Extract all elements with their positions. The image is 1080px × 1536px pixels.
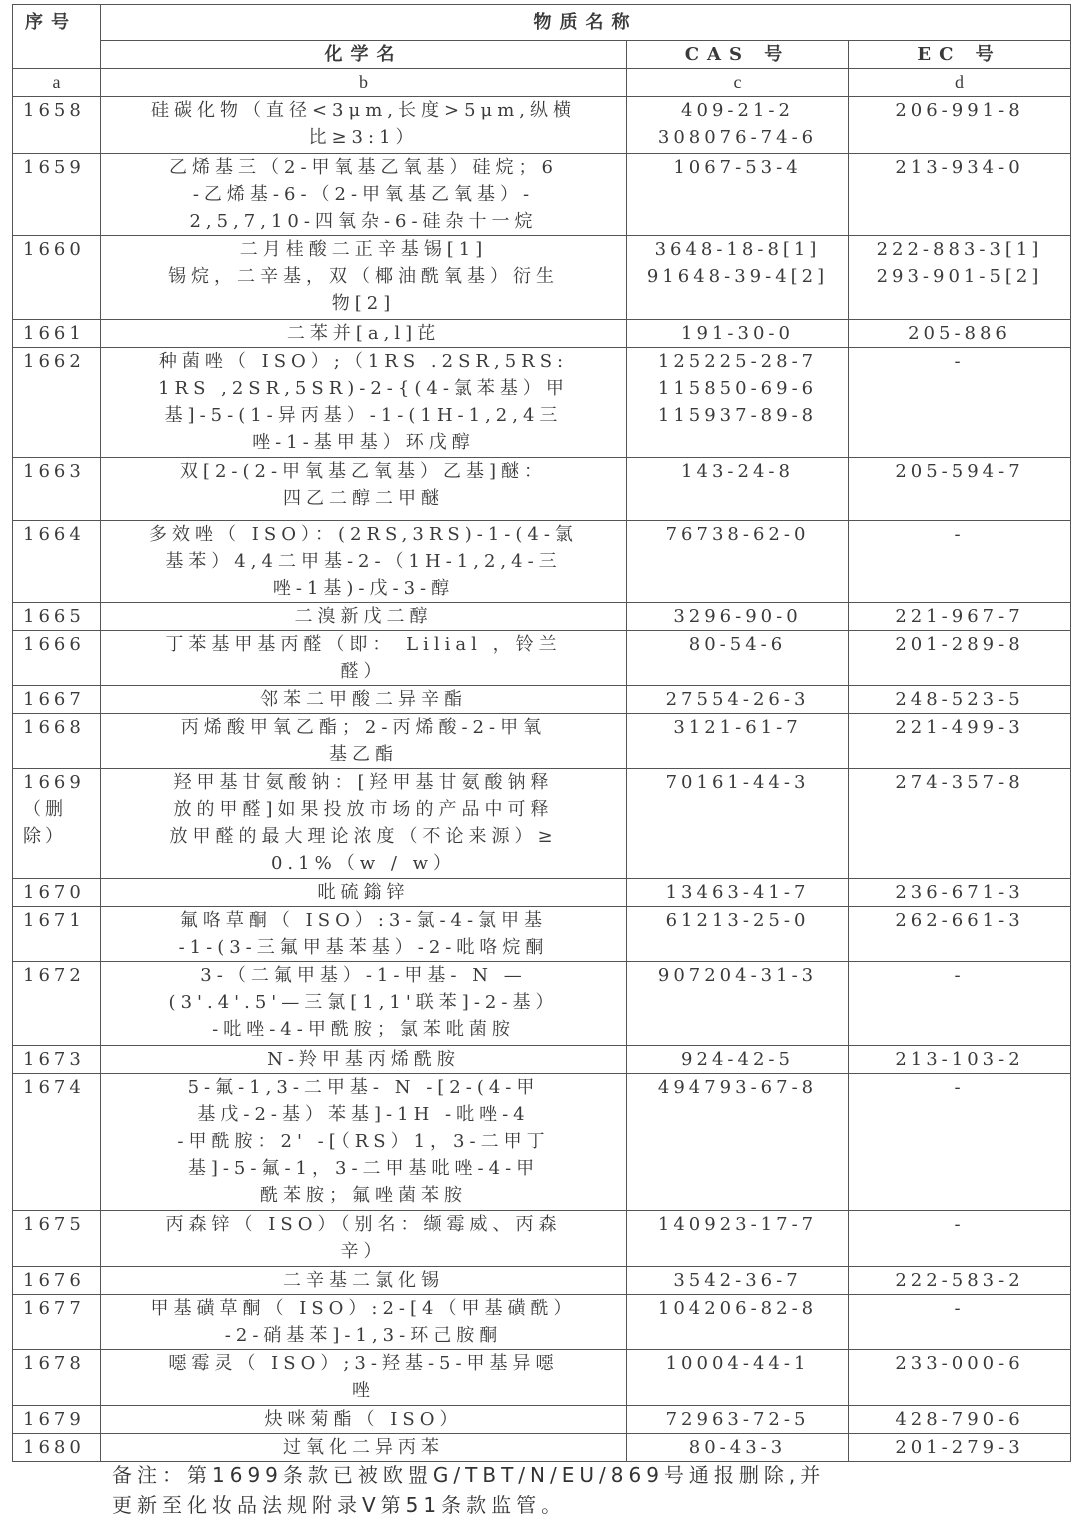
chemical-name-line: 二溴新戊二醇 xyxy=(294,606,433,627)
ec-number: - xyxy=(954,1077,965,1098)
table-row xyxy=(13,1406,1071,1434)
table-row xyxy=(13,962,1071,1046)
ec-number: 262-661-3 xyxy=(895,910,1024,931)
ec-number: 293-901-5[2] xyxy=(876,266,1043,287)
row-number xyxy=(13,714,101,769)
cas-number: 308076-74-6 xyxy=(657,127,818,148)
cas-number: 3121-61-7 xyxy=(673,717,802,738)
chemical-name-cell xyxy=(101,1350,627,1406)
chemical-name-cell xyxy=(101,348,627,458)
chemical-name-line: 基乙酯 xyxy=(329,744,398,765)
row-number xyxy=(13,962,101,1046)
row-number xyxy=(13,1211,101,1267)
table-row xyxy=(13,521,1071,603)
ec-number-cell xyxy=(849,631,1071,686)
table-row xyxy=(13,686,1071,714)
ec-number-cell xyxy=(849,879,1071,907)
table-row xyxy=(13,458,1071,521)
chemical-name-line: 2,5,7,10-四氧杂-6-硅杂十一烷 xyxy=(189,211,538,232)
chemical-name-line: -乙烯基-6-（2-甲氧基乙氧基）- xyxy=(192,184,535,205)
ec-number: 205-886 xyxy=(908,323,1011,344)
table-row xyxy=(13,236,1071,320)
cas-number: 494793-67-8 xyxy=(657,1077,818,1098)
chemical-name-line: 唑-1基)-戊-3-醇 xyxy=(272,578,455,599)
ec-number: 248-523-5 xyxy=(895,689,1024,710)
row-number-text: 1670 xyxy=(23,882,85,903)
row-number-text: 1676 xyxy=(23,1270,85,1291)
chemical-name-line: 5-氟-1,3-二甲基- N -[2-(4-甲 xyxy=(187,1077,540,1098)
ec-number: 222-583-2 xyxy=(895,1270,1024,1291)
row-number xyxy=(13,686,101,714)
chemical-name-cell xyxy=(101,320,627,348)
row-number xyxy=(13,458,101,521)
row-number xyxy=(13,907,101,962)
col-letter-b: b xyxy=(101,69,627,97)
chemical-name-line: 硅碳化物（直径<3μm,长度>5μm,纵横 xyxy=(150,100,577,121)
row-number xyxy=(13,1434,101,1462)
chemical-name-line: 基]-5-(1-异丙基）-1-(1H-1,2,4三 xyxy=(164,405,563,426)
ec-number-cell xyxy=(849,1295,1071,1350)
cas-number-cell xyxy=(627,1267,849,1295)
ec-number: 213-103-2 xyxy=(895,1049,1024,1070)
row-number-text: 1664 xyxy=(23,524,85,545)
row-number xyxy=(13,603,101,631)
row-number-text: 1658 xyxy=(23,100,85,121)
row-number-text: 1660 xyxy=(23,239,85,260)
ec-number: 201-279-3 xyxy=(895,1437,1024,1458)
table-row xyxy=(13,1295,1071,1350)
row-number-text: 1667 xyxy=(23,689,85,710)
remark-line-2: 更新至化妆品法规附录V第51条款监管。 xyxy=(112,1493,567,1517)
chemical-name-line: 唑-1-基甲基）环戊醇 xyxy=(252,432,475,453)
ec-number-cell xyxy=(849,962,1071,1046)
row-number-text: 1677 xyxy=(23,1298,85,1319)
cas-number: 72963-72-5 xyxy=(665,1409,810,1430)
col-letter-d: d xyxy=(849,69,1071,97)
chemical-name-line: 吡硫鎓锌 xyxy=(317,882,410,903)
col-letter-c: c xyxy=(627,69,849,97)
chemical-name-line: 基苯）4,4二甲基-2-（1H-1,2,4-三 xyxy=(165,551,562,572)
chemical-name-cell xyxy=(101,1406,627,1434)
ec-number: 221-967-7 xyxy=(895,606,1024,627)
cas-number: 115850-69-6 xyxy=(657,378,818,399)
chemical-name-line: 唑 xyxy=(352,1380,375,1401)
table-row xyxy=(13,154,1071,236)
cas-number-cell xyxy=(627,1350,849,1406)
ec-number-cell xyxy=(849,458,1071,521)
cas-number: 140923-17-7 xyxy=(657,1214,818,1235)
table-row xyxy=(13,348,1071,458)
chemical-name-line: 丙森锌（ ISO）（别名：缬霉威、丙森 xyxy=(165,1214,562,1235)
cas-number-cell xyxy=(627,320,849,348)
ec-number: - xyxy=(954,1214,965,1235)
ec-number-cell xyxy=(849,521,1071,603)
cas-number: 3296-90-0 xyxy=(673,606,802,627)
cas-number-cell xyxy=(627,236,849,320)
chemical-name-line: 锡烷，二辛基，双（椰油酰氧基）衍生 xyxy=(168,266,559,287)
cas-number: 76738-62-0 xyxy=(665,524,810,545)
table-row xyxy=(13,1434,1071,1462)
chemical-name-line: 0.1%（w / w） xyxy=(270,853,457,874)
cas-number-cell xyxy=(627,603,849,631)
ec-number-cell xyxy=(849,348,1071,458)
chemical-name-cell xyxy=(101,1211,627,1267)
table-row xyxy=(13,714,1071,769)
chemical-name-line: 二辛基二氯化锡 xyxy=(283,1270,444,1291)
chemical-name-line: 氟咯草酮（ ISO）:3-氯-4-氯甲基 xyxy=(179,910,548,931)
row-number-text: 1662 xyxy=(23,351,85,372)
ec-number: 222-883-3[1] xyxy=(876,239,1043,260)
cas-number: 10004-44-1 xyxy=(665,1353,810,1374)
chemical-name-line: 放的甲醛]如果投放市场的产品中可释 xyxy=(173,799,554,820)
col-letter-a: a xyxy=(13,69,101,97)
row-number xyxy=(13,97,101,154)
chemical-name-line: N-羚甲基丙烯酰胺 xyxy=(267,1049,460,1070)
chemical-name-cell xyxy=(101,521,627,603)
table-row xyxy=(13,631,1071,686)
header-seq: 序号 xyxy=(13,5,101,69)
cas-number-cell xyxy=(627,714,849,769)
cas-number-cell xyxy=(627,458,849,521)
row-number xyxy=(13,631,101,686)
table-body xyxy=(13,97,1071,1462)
ec-number-cell xyxy=(849,714,1071,769)
chemical-name-line: 物[2] xyxy=(331,293,396,314)
table-row xyxy=(13,1267,1071,1295)
chemical-name-cell xyxy=(101,1046,627,1074)
header-ec: EC 号 xyxy=(849,41,1071,69)
cas-number-cell xyxy=(627,521,849,603)
chemical-name-line: 辛） xyxy=(340,1241,387,1262)
chemical-name-line: 比≥3:1） xyxy=(308,127,419,148)
cas-number: 91648-39-4[2] xyxy=(646,266,829,287)
cas-number: 125225-28-7 xyxy=(657,351,818,372)
row-number xyxy=(13,769,101,879)
row-number xyxy=(13,1046,101,1074)
chemical-name-line: 四乙二醇二甲醚 xyxy=(283,488,444,509)
ec-number-cell xyxy=(849,769,1071,879)
chemical-name-line: 种菌唑（ ISO）;（1RS .2SR,5RS: xyxy=(158,351,569,372)
row-number-text: 1679 xyxy=(23,1409,85,1430)
chemical-name-line: 丙烯酸甲氧乙酯；2-丙烯酸-2-甲氧 xyxy=(180,717,547,738)
cas-number: 3542-36-7 xyxy=(673,1270,802,1291)
chemical-name-cell xyxy=(101,1434,627,1462)
table-row xyxy=(13,879,1071,907)
cas-number-cell xyxy=(627,1046,849,1074)
ec-number: - xyxy=(954,524,965,545)
chemical-name-line: 1RS ,2SR,5SR)-2-{(4-氯苯基）甲 xyxy=(158,378,569,399)
chemical-name-cell xyxy=(101,686,627,714)
remark-note xyxy=(112,1460,1012,1520)
ec-number-cell xyxy=(849,1074,1071,1211)
chemical-name-line: 放甲醛的最大理论浓度（不论来源）≥ xyxy=(169,826,558,847)
chemical-name-line: 炔咪菊酯（ ISO） xyxy=(264,1409,463,1430)
cas-number-cell xyxy=(627,1295,849,1350)
cas-number: 907204-31-3 xyxy=(657,965,818,986)
row-number-text: 1678 xyxy=(23,1353,85,1374)
header-chemical-name: 化学名 xyxy=(101,41,627,69)
cas-number: 61213-25-0 xyxy=(665,910,810,931)
cas-number-cell xyxy=(627,631,849,686)
ec-number: 233-000-6 xyxy=(895,1353,1024,1374)
ec-number-cell xyxy=(849,1267,1071,1295)
cas-number-cell xyxy=(627,97,849,154)
chemical-name-line: 乙烯基三（2-甲氧基乙氧基）硅烷；6 xyxy=(169,157,558,178)
cas-number-cell xyxy=(627,1074,849,1211)
cas-number: 924-42-5 xyxy=(681,1049,794,1070)
row-number xyxy=(13,1350,101,1406)
row-number-note: （删 xyxy=(23,799,67,820)
ec-number-cell xyxy=(849,154,1071,236)
table-row xyxy=(13,1350,1071,1406)
ec-number-cell xyxy=(849,686,1071,714)
ec-number-cell xyxy=(849,603,1071,631)
row-number xyxy=(13,879,101,907)
chemical-name-line: 3-（二氟甲基）-1-甲基- N — xyxy=(200,965,527,986)
row-number-text: 1673 xyxy=(23,1049,85,1070)
ec-number: - xyxy=(954,965,965,986)
chemical-name-cell xyxy=(101,769,627,879)
chemical-name-cell xyxy=(101,154,627,236)
ec-number: 201-289-8 xyxy=(895,634,1024,655)
cas-number: 1067-53-4 xyxy=(673,157,802,178)
cas-number: 191-30-0 xyxy=(681,323,794,344)
row-number-text: 1680 xyxy=(23,1437,85,1458)
ec-number-cell xyxy=(849,1350,1071,1406)
chemical-name-line: 多效唑（ ISO）：(2RS,3RS)-1-(4-氯 xyxy=(149,524,578,545)
cas-number-cell xyxy=(627,1211,849,1267)
ec-number-cell xyxy=(849,1211,1071,1267)
ec-number-cell xyxy=(849,1406,1071,1434)
cas-number: 13463-41-7 xyxy=(665,882,810,903)
cas-number: 3648-18-8[1] xyxy=(654,239,821,260)
chemical-name-line: 酰苯胺；氟唑菌苯胺 xyxy=(260,1185,467,1206)
cas-number-cell xyxy=(627,686,849,714)
ec-number: 221-499-3 xyxy=(895,717,1024,738)
cas-number: 115937-89-8 xyxy=(657,405,818,426)
document-page xyxy=(12,4,1070,1517)
chemical-name-cell xyxy=(101,236,627,320)
ec-number: 274-357-8 xyxy=(895,772,1024,793)
chemical-name-cell xyxy=(101,962,627,1046)
row-number xyxy=(13,1295,101,1350)
cas-number-cell xyxy=(627,907,849,962)
chemical-name-line: 甲基磺草酮（ ISO）:2-[4（甲基磺酰） xyxy=(150,1298,577,1319)
substance-table xyxy=(12,4,1071,1462)
cas-number: 409-21-2 xyxy=(681,100,794,121)
remark-line-1: 备注：第1699条款已被欧盟G/TBT/N/EU/869号通报删除,并 xyxy=(112,1463,826,1487)
table-row xyxy=(13,1211,1071,1267)
table-row xyxy=(13,769,1071,879)
chemical-name-cell xyxy=(101,1295,627,1350)
chemical-name-line: 双[2-(2-甲氧基乙氧基）乙基]醚： xyxy=(179,461,548,482)
chemical-name-line: -吡唑-4-甲酰胺；氯苯吡菌胺 xyxy=(212,1019,515,1040)
ec-number: - xyxy=(954,1298,965,1319)
chemical-name-cell xyxy=(101,603,627,631)
ec-number: 205-594-7 xyxy=(895,461,1024,482)
chemical-name-line: 噁霉灵（ ISO）;3-羟基-5-甲基异噁 xyxy=(168,1353,559,1374)
ec-number: - xyxy=(954,351,965,372)
chemical-name-cell xyxy=(101,97,627,154)
row-number-text: 1672 xyxy=(23,965,85,986)
cas-number: 70161-44-3 xyxy=(665,772,810,793)
row-number-text: 1668 xyxy=(23,717,85,738)
chemical-name-line: -1-(3-三氟甲基苯基）-2-吡咯烷酮 xyxy=(178,937,549,958)
cas-number-cell xyxy=(627,154,849,236)
ec-number: 206-991-8 xyxy=(895,100,1024,121)
cas-number-cell xyxy=(627,1406,849,1434)
cas-number: 104206-82-8 xyxy=(657,1298,818,1319)
ec-number-cell xyxy=(849,320,1071,348)
ec-number-cell xyxy=(849,907,1071,962)
ec-number-cell xyxy=(849,1046,1071,1074)
cas-number-cell xyxy=(627,769,849,879)
row-number-note: 除） xyxy=(23,826,67,847)
chemical-name-line: 基戊-2-基）苯基]-1H -吡唑-4 xyxy=(197,1104,530,1125)
ec-number-cell xyxy=(849,97,1071,154)
cas-number-cell xyxy=(627,879,849,907)
chemical-name-line: 醛） xyxy=(340,661,387,682)
row-number-text: 1674 xyxy=(23,1077,85,1098)
cas-number: 80-54-6 xyxy=(688,634,787,655)
cas-number-cell xyxy=(627,962,849,1046)
chemical-name-cell xyxy=(101,631,627,686)
chemical-name-line: 羟甲基甘氨酸钠：[羟甲基甘氨酸钠释 xyxy=(173,772,554,793)
chemical-name-cell xyxy=(101,879,627,907)
ec-number: 213-934-0 xyxy=(895,157,1024,178)
table-row xyxy=(13,320,1071,348)
chemical-name-cell xyxy=(101,1267,627,1295)
row-number-text: 1661 xyxy=(23,323,85,344)
row-number-text: 1663 xyxy=(23,461,85,482)
ec-number-cell xyxy=(849,1434,1071,1462)
chemical-name-cell xyxy=(101,458,627,521)
chemical-name-cell xyxy=(101,1074,627,1211)
chemical-name-line: -甲酰胺：2' -[（RS）1，3-二甲丁 xyxy=(177,1131,550,1152)
row-number xyxy=(13,1406,101,1434)
chemical-name-line: 基]-5-氟-1，3-二甲基吡唑-4-甲 xyxy=(187,1158,540,1179)
chemical-name-line: 二苯并[a,l]芘 xyxy=(286,323,441,344)
table-row xyxy=(13,1046,1071,1074)
row-number-text: 1665 xyxy=(23,606,85,627)
cas-number: 80-43-3 xyxy=(688,1437,787,1458)
chemical-name-line: 丁苯基甲基丙醛（即： Lilial ，铃兰 xyxy=(165,634,562,655)
row-number xyxy=(13,236,101,320)
chemical-name-cell xyxy=(101,907,627,962)
header-substance-name: 物质名称 xyxy=(101,5,1071,41)
table-row xyxy=(13,907,1071,962)
row-number xyxy=(13,348,101,458)
cas-number-cell xyxy=(627,1434,849,1462)
row-number-text: 1669 xyxy=(23,772,85,793)
chemical-name-line: -2-硝基苯]-1,3-环己胺酮 xyxy=(224,1325,503,1346)
row-number xyxy=(13,320,101,348)
row-number-text: 1675 xyxy=(23,1214,85,1235)
row-number xyxy=(13,521,101,603)
ec-number: 236-671-3 xyxy=(895,882,1024,903)
chemical-name-line: 过氧化二异丙苯 xyxy=(283,1437,444,1458)
row-number-text: 1671 xyxy=(23,910,85,931)
header-cas: CAS 号 xyxy=(627,41,849,69)
table-row xyxy=(13,97,1071,154)
row-number-text: 1659 xyxy=(23,157,85,178)
chemical-name-cell xyxy=(101,714,627,769)
table-row xyxy=(13,1074,1071,1211)
ec-number: 428-790-6 xyxy=(895,1409,1024,1430)
ec-number-cell xyxy=(849,236,1071,320)
row-number xyxy=(13,154,101,236)
chemical-name-line: 二月桂酸二正辛基锡[1] xyxy=(239,239,488,260)
row-number xyxy=(13,1074,101,1211)
row-number-text: 1666 xyxy=(23,634,85,655)
row-number xyxy=(13,1267,101,1295)
cas-number: 143-24-8 xyxy=(681,461,794,482)
table-row xyxy=(13,603,1071,631)
chemical-name-line: (3'.4'.5'—三氯[1,1'联苯]-2-基） xyxy=(168,992,559,1013)
cas-number-cell xyxy=(627,348,849,458)
chemical-name-line: 邻苯二甲酸二异辛酯 xyxy=(260,689,467,710)
cas-number: 27554-26-3 xyxy=(665,689,810,710)
